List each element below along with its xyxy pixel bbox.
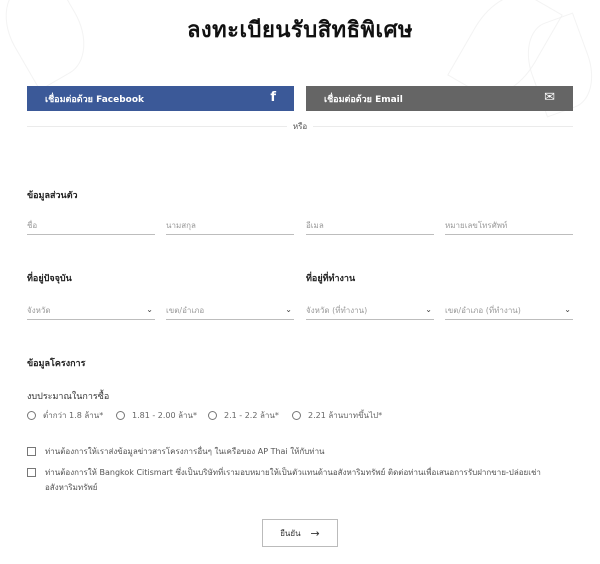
radio-button[interactable] [27, 411, 36, 420]
phone-placeholder: หมายเลขโทรศัพท์ [445, 221, 508, 230]
first-name-field[interactable] [27, 217, 155, 235]
or-label: หรือ [287, 122, 313, 131]
chevron-down-icon: ⌄ [285, 305, 292, 314]
budget-option-1[interactable] [27, 409, 103, 422]
consent-ap-news[interactable] [27, 444, 573, 459]
project-info-heading: ข้อมูลโครงการ [27, 359, 86, 369]
consent-label: ท่านต้องการให้เราส่งข้อมูลข่าวสารโครงการอื่นๆ ในเครือของ AP Thai ให้กับท่าน [45, 447, 325, 456]
current-district-select[interactable] [166, 302, 294, 320]
work-province-select[interactable] [306, 302, 434, 320]
budget-option-4[interactable] [292, 409, 382, 422]
facebook-connect-button[interactable] [27, 86, 294, 111]
confirm-label: ยืนยัน [280, 528, 301, 538]
email-connect-button[interactable] [306, 86, 573, 111]
confirm-button[interactable] [262, 519, 338, 547]
chevron-down-icon: ⌄ [425, 305, 432, 314]
consent-label: ท่านต้องการให้ Bangkok Citismart ซึ่งเป็นบริษัทที่เรามอบหมายให้เป็นตัวแทนด้านอสังหาริมทรัพย์ ติดต่อท่านเพื่อเสนอการรับฝากขาย-ปล่อยเช่าอสังหาริมทรัพย์ [45, 468, 541, 492]
first-name-placeholder: ชื่อ [27, 221, 38, 230]
work-address-heading: ที่อยู่ที่ทำงาน [306, 274, 356, 284]
radio-button[interactable] [208, 411, 217, 420]
email-placeholder: อีเมล [306, 221, 324, 230]
budget-option-2[interactable] [116, 409, 197, 422]
chevron-down-icon: ⌄ [564, 305, 571, 314]
current-district-value: เขต/อำเภอ [166, 306, 205, 315]
facebook-connect-label: เชื่อมต่อด้วย Facebook [45, 94, 145, 105]
chevron-down-icon: ⌄ [146, 305, 153, 314]
budget-option-label: 2.1 - 2.2 ล้าน* [224, 411, 279, 420]
last-name-placeholder: นามสกุล [166, 221, 196, 230]
personal-info-heading: ข้อมูลส่วนตัว [27, 191, 78, 201]
budget-option-label: 1.81 - 2.00 ล้าน* [132, 411, 198, 420]
arrow-right-icon: → [310, 526, 320, 540]
budget-label: งบประมาณในการซื้อ [27, 392, 110, 402]
email-field[interactable] [306, 217, 434, 235]
work-district-value: เขต/อำเภอ (ที่ทำงาน) [445, 306, 521, 315]
consent-citismart[interactable] [27, 465, 573, 495]
budget-option-3[interactable] [208, 409, 279, 422]
current-province-select[interactable] [27, 302, 155, 320]
last-name-field[interactable] [166, 217, 294, 235]
radio-button[interactable] [116, 411, 125, 420]
radio-button[interactable] [292, 411, 301, 420]
budget-option-label: ต่ำกว่า 1.8 ล้าน* [43, 411, 104, 420]
facebook-icon: f [270, 90, 276, 105]
current-province-value: จังหวัด [27, 306, 51, 315]
checkbox[interactable] [27, 447, 36, 456]
phone-field[interactable] [445, 217, 573, 235]
envelope-icon: ✉ [544, 90, 555, 105]
budget-option-label: 2.21 ล้านบาทขึ้นไป* [308, 411, 383, 420]
page-title: ลงทะเบียนรับสิทธิพิเศษ [186, 18, 414, 43]
work-province-value: จังหวัด (ที่ทำงาน) [306, 306, 368, 315]
checkbox[interactable] [27, 468, 36, 477]
current-address-heading: ที่อยู่ปัจจุบัน [27, 274, 72, 284]
email-connect-label: เชื่อมต่อด้วย Email [324, 94, 403, 105]
work-district-select[interactable] [445, 302, 573, 320]
